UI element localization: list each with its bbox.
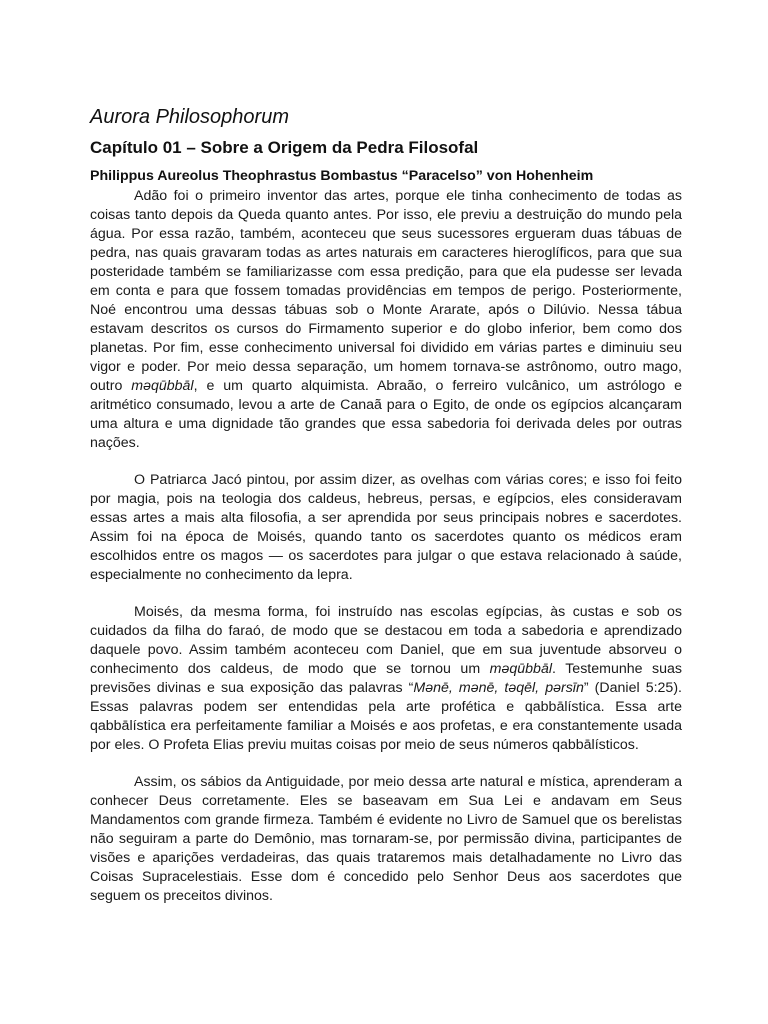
text-run: Adão foi o primeiro inventor das artes, porque ele tinha conhecimento de todas as coisas tanto depois da Queda quanto antes. Por isso, ele previu a destruição do mundo pela água. Por essa razão, também, aconteceu que seus sucessores ergueram duas tábuas de pedra, nas quais gravaram todas as artes naturais em caracteres hieroglíficos, para que sua posteridade também se familiarizasse com essa predição, para que ela pudesse ser levada em conta e para que fossem tomadas providências em tempos de perigo. Posteriormente, Noé encontrou uma dessas tábuas sob o Monte Ararate, após o Dilúvio. Nessa tábua estavam descritos os cursos do Firmamento superior e do globo inferior, bem como dos planetas. Por fim, esse conhecimento universal foi dividido em várias partes e diminuiu seu vigor e poder. Por meio dessa separação, um homem tornava-se astrônomo, outro mago, outro bbox=[90, 188, 682, 394]
text-run: ” (Daniel 5:25). Essas palavras podem ser entendidas pela arte profética e qabbālística. Essa arte qabbālística era perfeitamente familiar a Moisés e aos profetas, e era constantemente usada por eles. O Profeta Elias previu muitas coisas por meio de seus números qabbālísticos. bbox=[90, 680, 682, 753]
paragraph bbox=[90, 187, 682, 453]
author-line: Philippus Aureolus Theophrastus Bombastus “Paracelso” von Hohenheim bbox=[90, 168, 594, 184]
italic-term: məqūbbāl bbox=[131, 378, 194, 394]
chapter-heading: Capítulo 01 – Sobre a Origem da Pedra Filosofal bbox=[90, 138, 479, 157]
paragraph bbox=[90, 471, 682, 585]
text-run: Moisés, da mesma forma, foi instruído nas escolas egípcias, às custas e sob os cuidados da filha do faraó, de modo que se destacou em toda a sabedoria e aprendizado daquele povo. Assim também aconteceu com Daniel, que em sua juventude absorveu o conhecimento dos caldeus, de modo que se tornou um bbox=[90, 604, 682, 677]
document-title: Aurora Philosophorum bbox=[90, 106, 289, 128]
italic-term: Mənē, mənē, təqēl, pərsīn bbox=[413, 680, 584, 696]
body-text bbox=[90, 187, 682, 906]
paragraph bbox=[90, 773, 682, 906]
text-run: . Testemunhe suas previsões divinas e sua exposição das palavras “ bbox=[90, 661, 682, 696]
paragraph bbox=[90, 603, 682, 755]
text-run: Assim, os sábios da Antiguidade, por meio dessa arte natural e mística, aprenderam a conhecer Deus corretamente. Eles se baseavam em Sua Lei e andavam em Seus Mandamentos com grande firmeza. Também é evidente no Livro de Samuel que os berelistas não seguiram a parte do Demônio, mas tornaram-se, por permissão divina, participantes de visões e aparições verdadeiras, das quais trataremos mais detalhadamente no Livro das Coisas Supracelestiais. Esse dom é concedido pelo Senhor Deus aos sacerdotes que seguem os preceitos divinos. bbox=[90, 774, 682, 904]
text-run: , e um quarto alquimista. Abraão, o ferreiro vulcânico, um astrólogo e aritmético consumado, levou a arte de Canaã para o Egito, de onde os egípcios alcançaram uma altura e uma dignidade tão grandes que essa sabedoria foi derivada deles por outras nações. bbox=[90, 378, 683, 451]
italic-term: məqūbbāl bbox=[489, 661, 552, 677]
text-run: O Patriarca Jacó pintou, por assim dizer, as ovelhas com várias cores; e isso foi feito por magia, pois na teologia dos caldeus, hebreus, persas, e egípcios, eles consideravam essas artes a mais alta filosofia, a ser aprendida por seus principais nobres e sacerdotes. Assim foi na época de Moisés, quando tanto os sacerdotes quanto os médicos eram escolhidos entre os magos — os sacerdotes para julgar o que estava relacionado à saúde, especialmente no conhecimento da lepra. bbox=[90, 472, 682, 583]
